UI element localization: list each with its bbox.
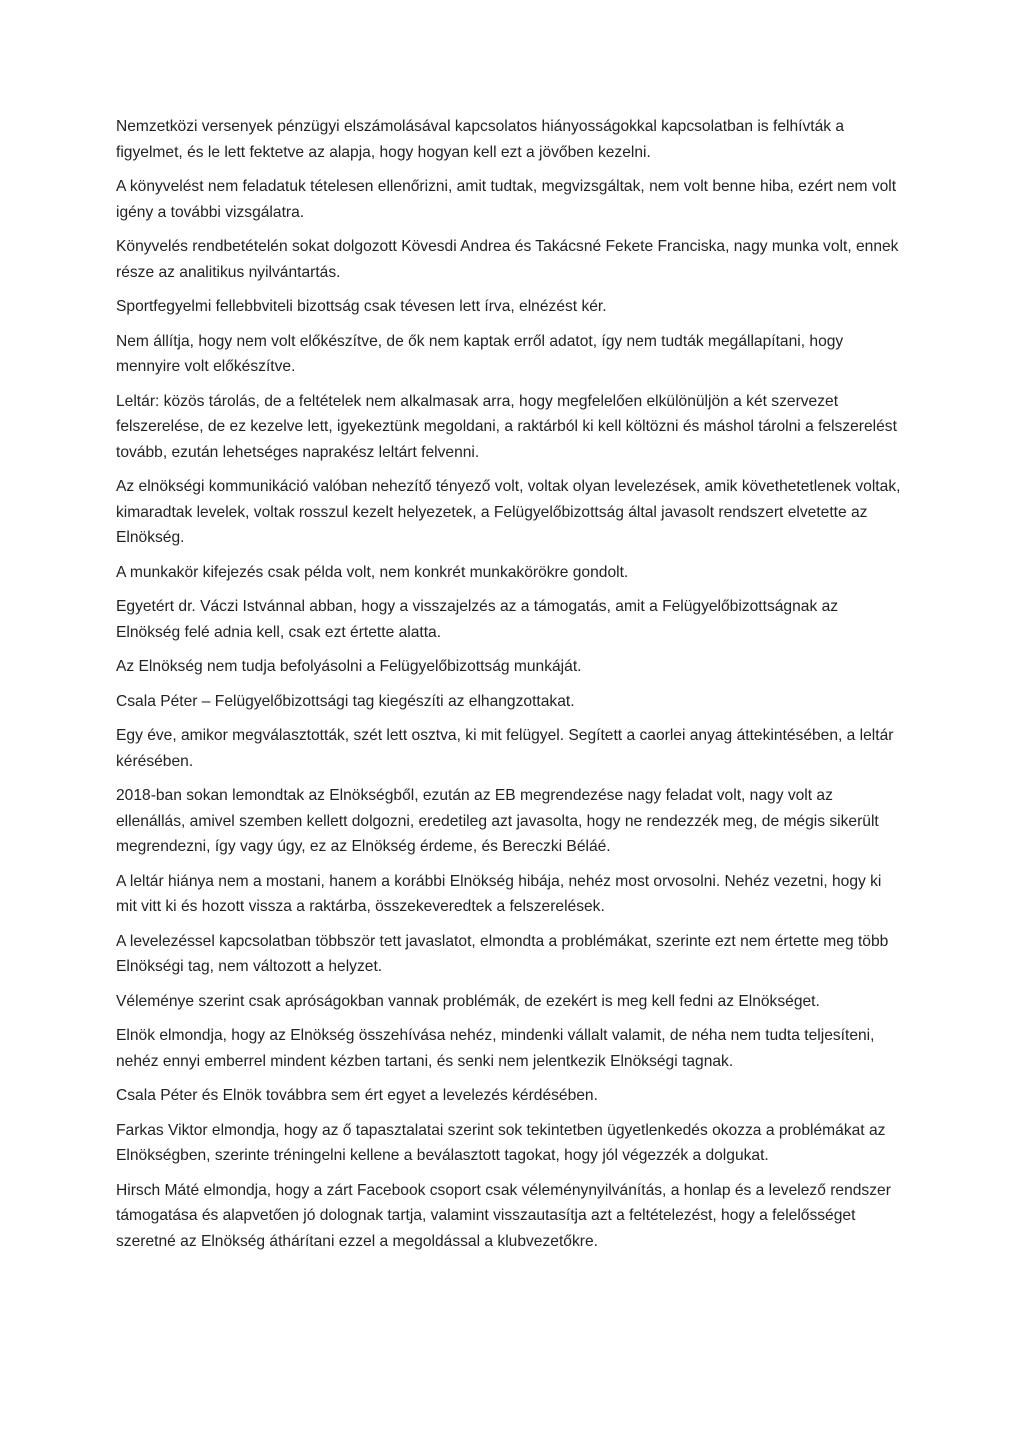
paragraph-18: Csala Péter és Elnök továbbra sem ért egyet a levelezés kérdésében. [116, 1087, 598, 1104]
document-body [116, 114, 906, 1263]
paragraph-13: 2018-ban sokan lemondtak az Elnökségből, ezután az EB megrendezése nagy feladat volt, nagy volt az ellenállás, amivel szemben kellett dolgozni, eredetileg azt javasolta, hogy ne rendezzék meg, de mégis sikerült megrendezni, így vagy úgy, ez az Elnökség érdeme, és Bereczki Béláé. [116, 787, 879, 855]
paragraph-15: A levelezéssel kapcsolatban többször tett javaslatot, elmondta a problémákat, szerinte ezt nem értette meg több Elnökségi tag, nem változott a helyzet. [116, 932, 889, 975]
paragraph-6: Leltár: közös tárolás, de a feltételek nem alkalmasak arra, hogy megfelelően elkülönüljön a két szervezet felszerelése, de ez kezelve lett, igyekeztünk megoldani, a raktárból ki kell költözni és máshol tárolni a felszerelést tovább, ezután lehetséges naprakész leltárt felvenni. [116, 392, 897, 461]
paragraph-19: Farkas Viktor elmondja, hogy az ő tapasztalatai szerint sok tekintetben ügyetlenkedés okozza a problémákat az Elnökségben, szerinte tréningelni kellene a beválasztott tagokat, hogy jól végezzék a dolgukat. [116, 1121, 886, 1164]
paragraph-14: A leltár hiánya nem a mostani, hanem a korábbi Elnökség hibája, nehéz most orvosolni. Nehéz vezetni, hogy ki mit vitt ki és hozott vissza a raktárba, összekeveredtek a felszerelések. [116, 872, 882, 915]
paragraph-5: Nem állítja, hogy nem volt előkészítve, de ők nem kaptak erről adatot, így nem tudták megállapítani, hogy mennyire volt előkészítve. [116, 332, 844, 375]
paragraph-7: Az elnökségi kommunikáció valóban nehezítő tényező volt, voltak olyan levelezések, amik követhetetlenek voltak, kimaradtak levelek, voltak rosszul kezelt helyezetek, a Felügyelőbizottság által javasolt rendszert elvetette az Elnökség. [116, 478, 901, 546]
paragraph-12: Egy éve, amikor megválasztották, szét lett osztva, ki mit felügyel. Segített a caorlei anyag áttekintésében, a leltár kérésében. [116, 727, 894, 770]
paragraph-4: Sportfegyelmi fellebbviteli bizottság csak tévesen lett írva, elnézést kér. [116, 298, 607, 315]
paragraph-20: Hirsch Máté elmondja, hogy a zárt Facebook csoport csak véleménynyilvánítás, a honlap és a levelező rendszer támogatása és alapvetően jó dolognak tartja, valamint visszautasítja azt a feltételezést, hogy a felelősséget szeretné az Elnökség áthárítani ezzel a megoldással a klubvezetőkre. [116, 1181, 891, 1250]
paragraph-16: Véleménye szerint csak apróságokban vannak problémák, de ezekért is meg kell fedni az Elnökséget. [116, 992, 820, 1010]
paragraph-1: Nemzetközi versenyek pénzügyi elszámolásával kapcsolatos hiányosságokkal kapcsolatban is felhívták a figyelmet, és le lett fektetve az alapja, hogy hogyan kell ezt a jövőben kezelni. [116, 118, 845, 161]
paragraph-10: Az Elnökség nem tudja befolyásolni a Felügyelőbizottság munkáját. [116, 658, 582, 675]
paragraph-8: A munkakör kifejezés csak példa volt, nem konkrét munkakörökre gondolt. [116, 563, 629, 581]
paragraph-2: A könyvelést nem feladatuk tételesen ellenőrizni, amit tudtak, megvizsgáltak, nem volt benne hiba, ezért nem volt igény a további vizsgálatra. [116, 178, 897, 221]
paragraph-3: Könyvelés rendbetételén sokat dolgozott Kövesdi Andrea és Takácsné Fekete Franciska, nagy munka volt, ennek része az analitikus nyilvántartás. [116, 238, 899, 281]
paragraph-11: Csala Péter – Felügyelőbizottsági tag kiegészíti az elhangzottakat. [116, 692, 575, 710]
paragraph-17: Elnök elmondja, hogy az Elnökség összehívása nehéz, mindenki vállalt valamit, de néha nem tudta teljesíteni, nehéz ennyi emberrel mindent kézben tartani, és senki nem jelentkezik Elnökségi tagnak. [116, 1027, 875, 1070]
paragraph-9: Egyetért dr. Váczi Istvánnal abban, hogy a visszajelzés az a támogatás, amit a Felügyelőbizottságnak az Elnökség felé adnia kell, csak ezt értette alatta. [116, 598, 839, 641]
